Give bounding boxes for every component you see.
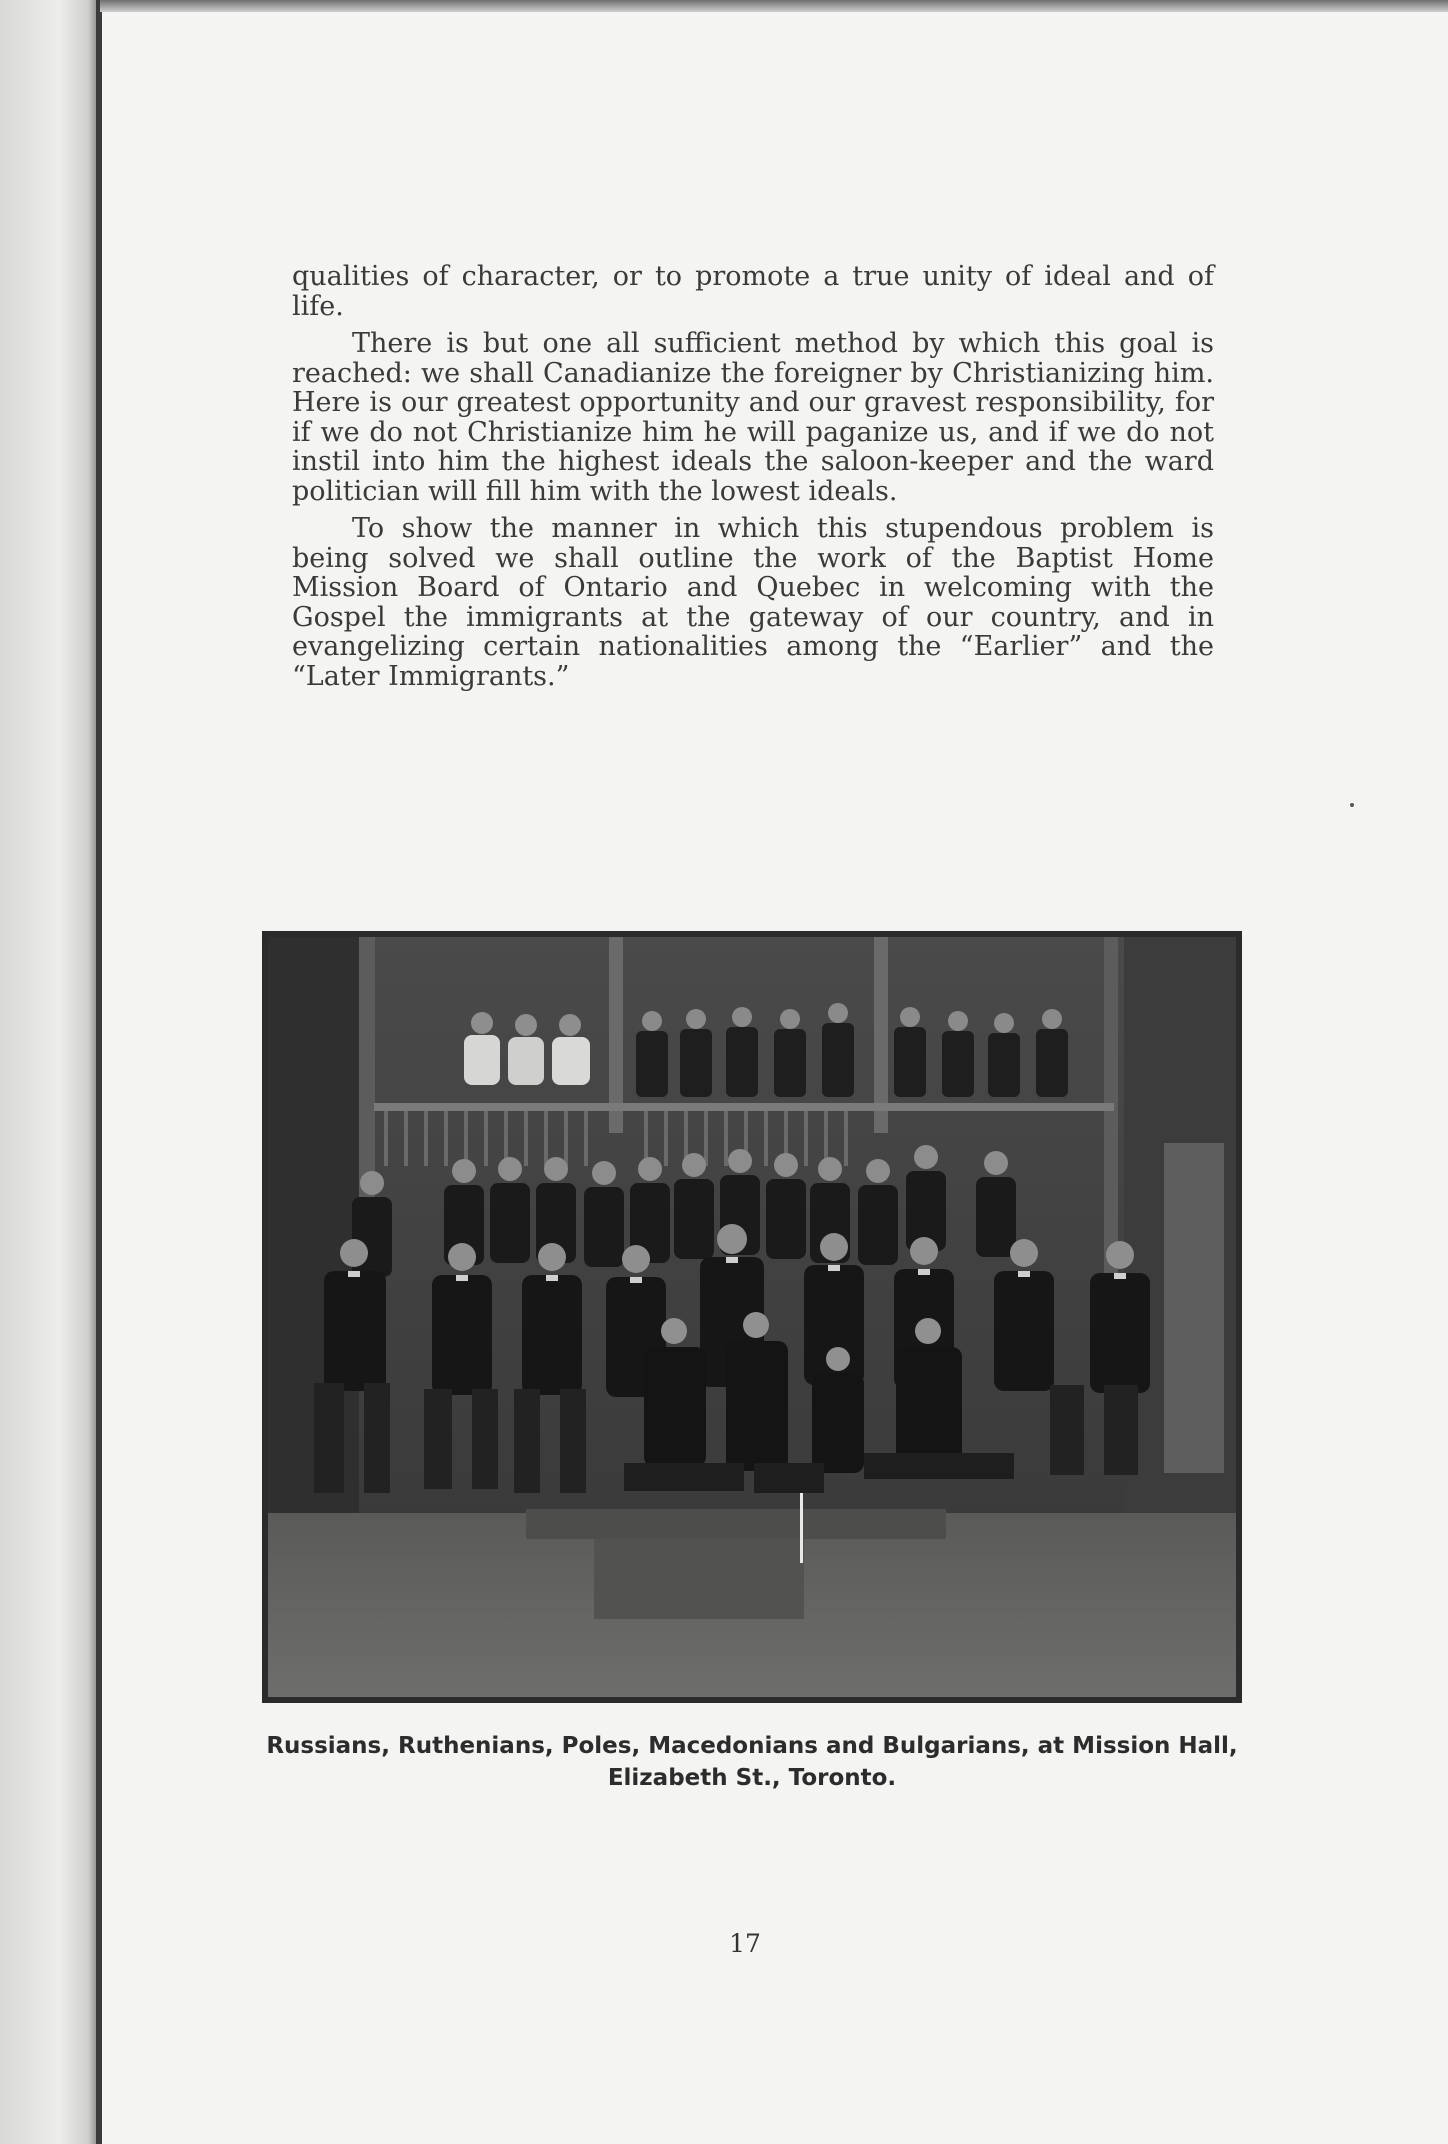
body-text bbox=[292, 262, 1214, 691]
group-photograph-image bbox=[264, 933, 1240, 1701]
book-spine bbox=[0, 0, 98, 2144]
page-top-edge bbox=[100, 0, 1448, 12]
photo-caption-line-2: Elizabeth St., Toronto. bbox=[607, 1765, 897, 1791]
scan-speck bbox=[1350, 803, 1354, 807]
group-photograph bbox=[262, 931, 1242, 1703]
page-number: 17 bbox=[729, 1929, 761, 1958]
paragraph-continuation: qualities of character, or to promote a true unity of ideal and of life. bbox=[292, 261, 1214, 322]
paragraph-method: There is but one all sufficient method by which this goal is reached: we shall Canadianize the foreigner by Christianizing him. Here is our greatest opportunity and our gravest responsibility, for if we do not Christianize him he will paganize us, and if we do not instil into him the highest ideals the saloon-keeper and the ward politician will fill him with the lowest ideals. bbox=[292, 328, 1214, 507]
paragraph-outline: To show the manner in which this stupendous problem is being solved we shall outline the work of the Baptist Home Mission Board of Ontario and Quebec in welcoming with the Gospel the immigrants at the gateway of our country, and in evangelizing certain nationalities among the “Earlier” and the “Later Immigrants.” bbox=[292, 513, 1214, 692]
photo-caption bbox=[262, 1730, 1242, 1794]
photo-caption-line-1: Russians, Ruthenians, Poles, Macedonians and Bulgarians, at Mission Hall, bbox=[266, 1733, 1238, 1759]
